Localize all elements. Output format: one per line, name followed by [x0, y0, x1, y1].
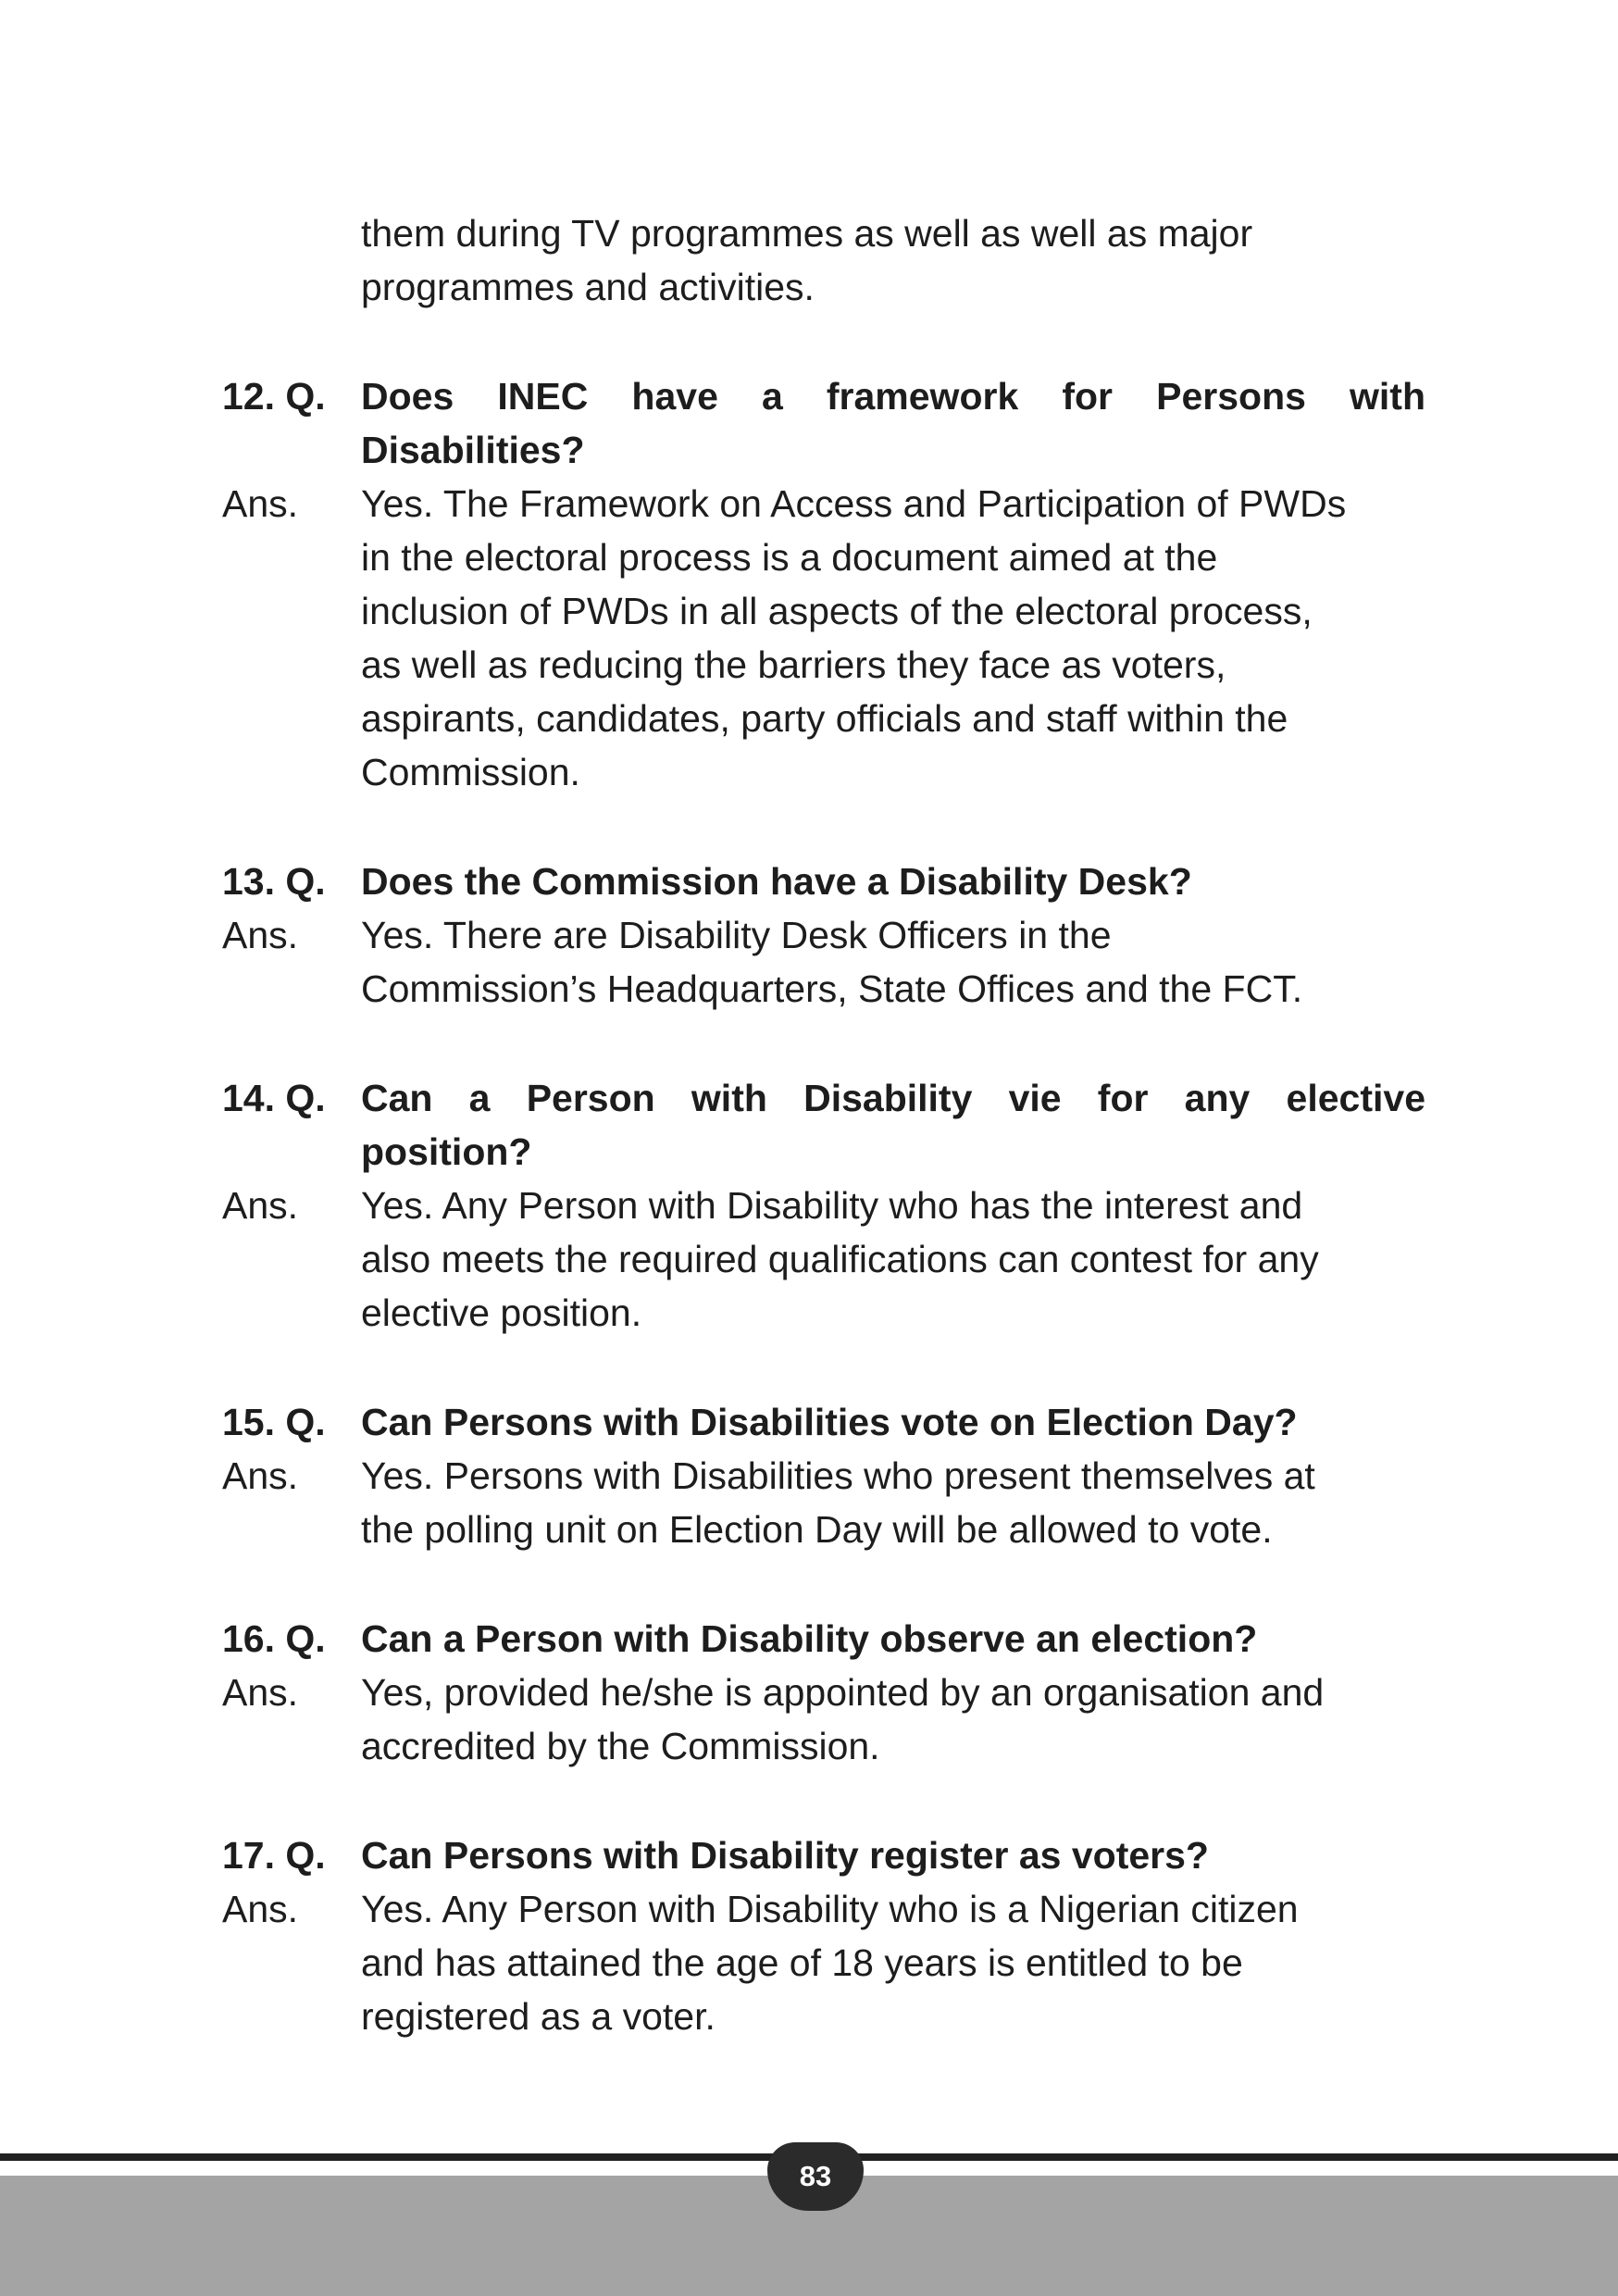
question-row [222, 1071, 1425, 1179]
text-line: and has attained the age of 18 years is entitled to be [361, 1941, 1243, 1984]
answer-row [222, 1666, 1425, 1773]
text-line: Commission’s Headquarters, State Offices and the FCT. [361, 967, 1303, 1010]
qa-item [222, 1071, 1425, 1340]
text-line: Yes. The Framework on Access and Participation of PWDs [361, 482, 1347, 525]
question-text [361, 855, 1425, 908]
text-line: Disabilities? [361, 429, 585, 471]
answer-label: Ans. [222, 1888, 299, 1930]
qa-item [222, 855, 1425, 1016]
answer-row [222, 908, 1425, 1016]
text-line: in the electoral process is a document aimed at the [361, 536, 1218, 579]
answer-label: Ans. [222, 482, 299, 525]
intro-text [361, 206, 1425, 314]
question-number: 15. Q. [222, 1401, 326, 1443]
intro-paragraph [222, 206, 1425, 314]
text-line: Can Persons with Disability register as voters? [361, 1834, 1209, 1877]
answer-text [361, 477, 1425, 799]
text-line: Yes. There are Disability Desk Officers in the [361, 914, 1112, 956]
question-number: 14. Q. [222, 1077, 326, 1119]
text-line: Can a Person with Disability vie for any elective [361, 1077, 1425, 1119]
qa-list [222, 369, 1425, 2043]
answer-row [222, 1449, 1425, 1556]
answer-row [222, 1882, 1425, 2043]
question-number: 17. Q. [222, 1834, 326, 1877]
question-row [222, 1828, 1425, 1882]
text-line: Yes, provided he/she is appointed by an organisation and [361, 1671, 1325, 1714]
text-line: as well as reducing the barriers they face as voters, [361, 643, 1226, 686]
question-number: 12. Q. [222, 375, 326, 418]
question-text [361, 369, 1425, 477]
answer-text [361, 1449, 1425, 1556]
text-line: Does INEC have a framework for Persons with [361, 375, 1425, 418]
text-line: elective position. [361, 1292, 642, 1334]
answer-text [361, 908, 1425, 1016]
question-text [361, 1395, 1425, 1449]
question-row [222, 369, 1425, 477]
answer-label: Ans. [222, 1454, 299, 1497]
qa-item [222, 1395, 1425, 1556]
question-row [222, 855, 1425, 908]
text-line: inclusion of PWDs in all aspects of the electoral process, [361, 590, 1313, 632]
text-line: Can a Person with Disability observe an election? [361, 1617, 1258, 1660]
question-number: 16. Q. [222, 1617, 326, 1660]
text-line: Yes. Any Person with Disability who has the interest and [361, 1184, 1303, 1227]
faq-content [222, 206, 1425, 2043]
text-line: registered as a voter. [361, 1995, 716, 2038]
question-row [222, 1612, 1425, 1666]
qa-item [222, 1612, 1425, 1773]
text-line: Commission. [361, 751, 580, 793]
answer-row [222, 477, 1425, 799]
qa-item [222, 369, 1425, 799]
question-text [361, 1071, 1425, 1179]
question-text [361, 1828, 1425, 1882]
text-line: programmes and activities. [361, 266, 815, 308]
question-number: 13. Q. [222, 860, 326, 903]
qa-item [222, 1828, 1425, 2043]
answer-text [361, 1882, 1425, 2043]
answer-text [361, 1179, 1425, 1340]
question-row [222, 1395, 1425, 1449]
text-line: aspirants, candidates, party officials and staff within the [361, 697, 1288, 740]
answer-text [361, 1666, 1425, 1773]
page-number: 83 [799, 2160, 832, 2192]
text-line: the polling unit on Election Day will be allowed to vote. [361, 1508, 1273, 1551]
text-line: them during TV programmes as well as well as major [361, 212, 1253, 255]
text-line: accredited by the Commission. [361, 1725, 880, 1767]
answer-label: Ans. [222, 1184, 299, 1227]
text-line: position? [361, 1130, 532, 1173]
text-line: Does the Commission have a Disability Desk? [361, 860, 1192, 903]
question-text [361, 1612, 1425, 1666]
answer-label: Ans. [222, 914, 299, 956]
text-line: Yes. Persons with Disabilities who present themselves at [361, 1454, 1315, 1497]
answer-row [222, 1179, 1425, 1340]
text-line: Yes. Any Person with Disability who is a Nigerian citizen [361, 1888, 1299, 1930]
answer-label: Ans. [222, 1671, 299, 1714]
text-line: also meets the required qualifications can contest for any [361, 1238, 1319, 1280]
page-number-badge [767, 2142, 864, 2211]
text-line: Can Persons with Disabilities vote on Election Day? [361, 1401, 1298, 1443]
